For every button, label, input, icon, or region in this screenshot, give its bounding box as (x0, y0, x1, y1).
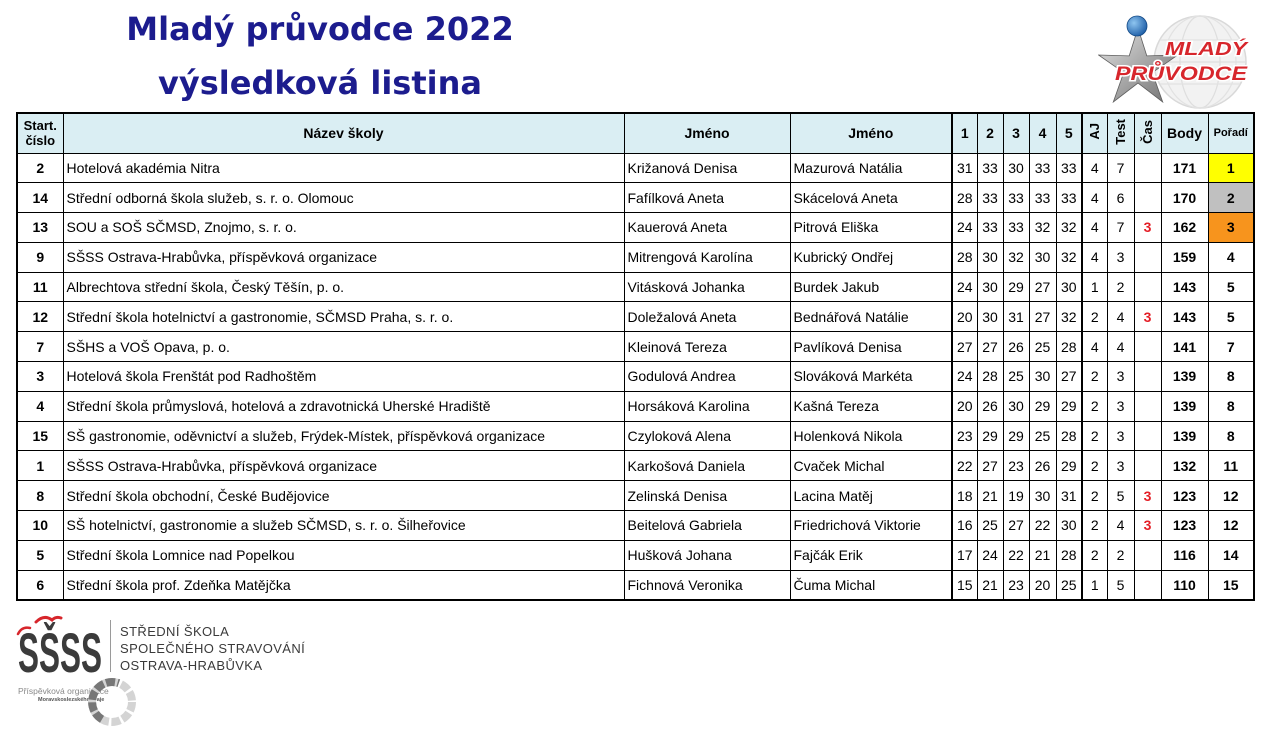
total-points-cell: 141 (1161, 332, 1208, 362)
total-points-cell: 162 (1161, 213, 1208, 243)
header-contestant-1: Jméno (624, 113, 790, 153)
aj-score-cell: 2 (1082, 481, 1107, 511)
header-task-4: 4 (1029, 113, 1056, 153)
aj-score-cell: 2 (1082, 362, 1107, 392)
task-2-score-cell: 25 (977, 511, 1003, 541)
task-5-score-cell: 32 (1056, 213, 1082, 243)
aj-score-cell: 1 (1082, 272, 1107, 302)
task-1-score-cell: 20 (952, 391, 977, 421)
contestant-1-name-cell: Mitrengová Karolína (624, 242, 790, 272)
rank-cell: 5 (1208, 272, 1254, 302)
mlady-pruvodce-logo (1098, 10, 1260, 110)
contestant-2-name-cell: Slováková Markéta (790, 362, 952, 392)
task-4-score-cell: 26 (1029, 451, 1056, 481)
total-points-cell: 143 (1161, 272, 1208, 302)
task-5-score-cell: 27 (1056, 362, 1082, 392)
contestant-1-name-cell: Czyloková Alena (624, 421, 790, 451)
school-name-cell: Střední škola Lomnice nad Popelkou (63, 540, 624, 570)
task-2-score-cell: 21 (977, 481, 1003, 511)
task-4-score-cell: 25 (1029, 332, 1056, 362)
start-number-cell: 2 (17, 153, 63, 183)
total-points-cell: 139 (1161, 391, 1208, 421)
task-3-score-cell: 31 (1003, 302, 1029, 332)
start-number-cell: 12 (17, 302, 63, 332)
task-5-score-cell: 33 (1056, 183, 1082, 213)
result-row (17, 391, 1254, 421)
task-2-score-cell: 24 (977, 540, 1003, 570)
result-row (17, 481, 1254, 511)
time-penalty-cell (1134, 570, 1161, 600)
rank-cell: 12 (1208, 511, 1254, 541)
aj-score-cell: 4 (1082, 213, 1107, 243)
school-name-cell: Hotelová akadémia Nitra (63, 153, 624, 183)
start-number-cell: 1 (17, 451, 63, 481)
result-row (17, 511, 1254, 541)
school-name-line-3: OSTRAVA-HRABŮVKA (120, 658, 263, 673)
header-task-1: 1 (952, 113, 977, 153)
task-2-score-cell: 26 (977, 391, 1003, 421)
task-4-score-cell: 30 (1029, 242, 1056, 272)
task-1-score-cell: 15 (952, 570, 977, 600)
school-name-line-1: STŘEDNÍ ŠKOLA (120, 624, 230, 639)
result-row (17, 213, 1254, 243)
contestant-1-name-cell: Horsáková Karolina (624, 391, 790, 421)
time-penalty-cell (1134, 451, 1161, 481)
task-1-score-cell: 24 (952, 272, 977, 302)
test-score-cell: 2 (1107, 272, 1134, 302)
header-start-line-1: Start. (23, 118, 57, 134)
school-logo (14, 612, 106, 678)
contestant-1-name-cell: Zelinská Denisa (624, 481, 790, 511)
task-3-score-cell: 23 (1003, 570, 1029, 600)
rank-cell: 8 (1208, 421, 1254, 451)
task-2-score-cell: 27 (977, 332, 1003, 362)
task-1-score-cell: 23 (952, 421, 977, 451)
task-5-score-cell: 33 (1056, 153, 1082, 183)
school-name-cell: SOU a SOŠ SČMSD, Znojmo, s. r. o. (63, 213, 624, 243)
start-number-cell: 3 (17, 362, 63, 392)
task-4-score-cell: 22 (1029, 511, 1056, 541)
test-score-cell: 5 (1107, 570, 1134, 600)
rank-cell: 11 (1208, 451, 1254, 481)
test-score-cell: 3 (1107, 242, 1134, 272)
task-5-score-cell: 30 (1056, 511, 1082, 541)
total-points-cell: 132 (1161, 451, 1208, 481)
task-2-score-cell: 27 (977, 451, 1003, 481)
contestant-2-name-cell: Skácelová Aneta (790, 183, 952, 213)
school-name-cell: SŠHS a VOŠ Opava, p. o. (63, 332, 624, 362)
contestant-2-name-cell: Friedrichová Viktorie (790, 511, 952, 541)
school-name-cell: Střední škola obchodní, České Budějovice (63, 481, 624, 511)
contestant-1-name-cell: Fafílková Aneta (624, 183, 790, 213)
school-name-cell: SŠSS Ostrava-Hrabůvka, příspěvková organizace (63, 451, 624, 481)
rank-cell: 2 (1208, 183, 1254, 213)
task-3-score-cell: 19 (1003, 481, 1029, 511)
task-5-score-cell: 28 (1056, 540, 1082, 570)
rank-cell: 7 (1208, 332, 1254, 362)
time-penalty-cell (1134, 242, 1161, 272)
test-score-cell: 4 (1107, 332, 1134, 362)
test-score-cell: 4 (1107, 511, 1134, 541)
task-3-score-cell: 26 (1003, 332, 1029, 362)
total-points-cell: 170 (1161, 183, 1208, 213)
total-points-cell: 123 (1161, 481, 1208, 511)
aj-score-cell: 4 (1082, 153, 1107, 183)
contestant-2-name-cell: Kubrický Ondřej (790, 242, 952, 272)
test-score-cell: 5 (1107, 481, 1134, 511)
aj-score-cell: 4 (1082, 242, 1107, 272)
contestant-1-name-cell: Hušková Johana (624, 540, 790, 570)
time-penalty-cell (1134, 540, 1161, 570)
organization-region: Moravskoslezského kraje (38, 697, 105, 703)
total-points-cell: 139 (1161, 421, 1208, 451)
time-penalty-cell: 3 (1134, 481, 1161, 511)
contestant-1-name-cell: Vitásková Johanka (624, 272, 790, 302)
test-score-cell: 7 (1107, 153, 1134, 183)
logo-text-line-2: PRŮVODCE (1115, 64, 1223, 85)
rank-cell: 15 (1208, 570, 1254, 600)
task-3-score-cell: 23 (1003, 451, 1029, 481)
contestant-1-name-cell: Godulová Andrea (624, 362, 790, 392)
task-4-score-cell: 30 (1029, 362, 1056, 392)
task-4-score-cell: 29 (1029, 391, 1056, 421)
time-penalty-cell (1134, 183, 1161, 213)
task-1-score-cell: 28 (952, 242, 977, 272)
task-2-score-cell: 30 (977, 302, 1003, 332)
task-1-score-cell: 27 (952, 332, 977, 362)
school-name-cell: Hotelová škola Frenštát pod Radhoštěm (63, 362, 624, 392)
task-1-score-cell: 16 (952, 511, 977, 541)
contestant-1-name-cell: Karkošová Daniela (624, 451, 790, 481)
task-5-score-cell: 29 (1056, 391, 1082, 421)
task-5-score-cell: 30 (1056, 272, 1082, 302)
aj-score-cell: 4 (1082, 332, 1107, 362)
header-start-line-2: číslo (25, 133, 56, 149)
time-penalty-cell (1134, 421, 1161, 451)
start-number-cell: 11 (17, 272, 63, 302)
school-name-cell: SŠ gastronomie, oděvnictví a služeb, Frýdek-Místek, příspěvková organizace (63, 421, 624, 451)
contestant-2-name-cell: Holenková Nikola (790, 421, 952, 451)
start-number-cell: 4 (17, 391, 63, 421)
aj-score-cell: 4 (1082, 183, 1107, 213)
task-3-score-cell: 33 (1003, 213, 1029, 243)
time-penalty-cell: 3 (1134, 302, 1161, 332)
results-table (16, 112, 1255, 601)
header-aj-label: AJ (1087, 123, 1103, 141)
test-score-cell: 7 (1107, 213, 1134, 243)
task-2-score-cell: 21 (977, 570, 1003, 600)
result-row (17, 302, 1254, 332)
contestant-1-name-cell: Kauerová Aneta (624, 213, 790, 243)
task-2-score-cell: 30 (977, 272, 1003, 302)
header-task-2: 2 (977, 113, 1003, 153)
time-penalty-cell (1134, 332, 1161, 362)
school-name-cell: Střední škola hotelnictví a gastronomie, SČMSD Praha, s. r. o. (63, 302, 624, 332)
start-number-cell: 5 (17, 540, 63, 570)
aj-score-cell: 2 (1082, 451, 1107, 481)
total-points-cell: 143 (1161, 302, 1208, 332)
contestant-1-name-cell: Fichnová Veronika (624, 570, 790, 600)
aj-score-cell: 2 (1082, 540, 1107, 570)
start-number-cell: 15 (17, 421, 63, 451)
start-number-cell: 7 (17, 332, 63, 362)
header-rank: Pořadí (1208, 113, 1254, 153)
contestant-1-name-cell: Križanová Denisa (624, 153, 790, 183)
time-penalty-cell: 3 (1134, 511, 1161, 541)
table-header-row (17, 113, 1254, 153)
header-time (1134, 113, 1161, 153)
rank-cell: 3 (1208, 213, 1254, 243)
test-score-cell: 3 (1107, 391, 1134, 421)
time-penalty-cell (1134, 391, 1161, 421)
result-row (17, 570, 1254, 600)
contestant-2-name-cell: Mazurová Natália (790, 153, 952, 183)
time-penalty-cell (1134, 153, 1161, 183)
start-number-cell: 9 (17, 242, 63, 272)
task-5-score-cell: 28 (1056, 421, 1082, 451)
time-penalty-cell (1134, 362, 1161, 392)
task-5-score-cell: 25 (1056, 570, 1082, 600)
school-name-line-2: SPOLEČNÉHO STRAVOVÁNÍ (120, 641, 306, 656)
aj-score-cell: 2 (1082, 511, 1107, 541)
header-start-number (17, 113, 63, 153)
task-2-score-cell: 33 (977, 183, 1003, 213)
result-row (17, 153, 1254, 183)
contestant-2-name-cell: Fajčák Erik (790, 540, 952, 570)
contestant-2-name-cell: Lacina Matěj (790, 481, 952, 511)
task-1-score-cell: 24 (952, 362, 977, 392)
header-task-5: 5 (1056, 113, 1082, 153)
rank-cell: 5 (1208, 302, 1254, 332)
logo-text-line-1: MLADÝ (1165, 39, 1229, 59)
school-logo-mark: SŠSS (18, 621, 102, 678)
task-1-score-cell: 17 (952, 540, 977, 570)
header-aj (1082, 113, 1107, 153)
result-row (17, 421, 1254, 451)
task-2-score-cell: 30 (977, 242, 1003, 272)
contestant-2-name-cell: Bednářová Natálie (790, 302, 952, 332)
task-1-score-cell: 18 (952, 481, 977, 511)
school-name-cell: SŠSS Ostrava-Hrabůvka, příspěvková organizace (63, 242, 624, 272)
result-row (17, 540, 1254, 570)
task-1-score-cell: 24 (952, 213, 977, 243)
total-points-cell: 123 (1161, 511, 1208, 541)
task-4-score-cell: 32 (1029, 213, 1056, 243)
task-4-score-cell: 33 (1029, 183, 1056, 213)
contestant-2-name-cell: Burdek Jakub (790, 272, 952, 302)
contestant-1-name-cell: Doležalová Aneta (624, 302, 790, 332)
start-number-cell: 13 (17, 213, 63, 243)
aj-score-cell: 1 (1082, 570, 1107, 600)
task-3-score-cell: 29 (1003, 421, 1029, 451)
task-1-score-cell: 31 (952, 153, 977, 183)
task-3-score-cell: 30 (1003, 153, 1029, 183)
total-points-cell: 139 (1161, 362, 1208, 392)
rank-cell: 4 (1208, 242, 1254, 272)
task-3-score-cell: 25 (1003, 362, 1029, 392)
header-contestant-2: Jméno (790, 113, 952, 153)
page-title: Mladý průvodce 2022 (126, 10, 514, 48)
task-2-score-cell: 33 (977, 153, 1003, 183)
contestant-2-name-cell: Kašná Tereza (790, 391, 952, 421)
rank-cell: 8 (1208, 362, 1254, 392)
header-test-label: Test (1113, 118, 1128, 145)
school-name-cell: SŠ hotelnictví, gastronomie a služeb SČMSD, s. r. o. Šilheřovice (63, 511, 624, 541)
result-row (17, 183, 1254, 213)
task-2-score-cell: 33 (977, 213, 1003, 243)
aj-score-cell: 2 (1082, 391, 1107, 421)
contestant-2-name-cell: Čuma Michal (790, 570, 952, 600)
start-number-cell: 14 (17, 183, 63, 213)
result-row (17, 332, 1254, 362)
task-3-score-cell: 29 (1003, 272, 1029, 302)
task-4-score-cell: 33 (1029, 153, 1056, 183)
task-3-score-cell: 27 (1003, 511, 1029, 541)
start-number-cell: 10 (17, 511, 63, 541)
rank-cell: 14 (1208, 540, 1254, 570)
logo-divider (110, 620, 111, 672)
header-test (1107, 113, 1134, 153)
school-name-cell: Střední škola průmyslová, hotelová a zdravotnická Uherské Hradiště (63, 391, 624, 421)
task-4-score-cell: 30 (1029, 481, 1056, 511)
task-5-score-cell: 29 (1056, 451, 1082, 481)
school-name-cell: Střední škola prof. Zdeňka Matějčka (63, 570, 624, 600)
task-5-score-cell: 32 (1056, 302, 1082, 332)
rank-cell: 8 (1208, 391, 1254, 421)
start-number-cell: 6 (17, 570, 63, 600)
task-4-score-cell: 27 (1029, 302, 1056, 332)
task-1-score-cell: 22 (952, 451, 977, 481)
rank-cell: 12 (1208, 481, 1254, 511)
school-name-cell: Albrechtova střední škola, Český Těšín, p. o. (63, 272, 624, 302)
header-points: Body (1161, 113, 1208, 153)
results-body (17, 153, 1254, 600)
contestant-2-name-cell: Pavlíková Denisa (790, 332, 952, 362)
result-row (17, 242, 1254, 272)
contestant-1-name-cell: Beitelová Gabriela (624, 511, 790, 541)
aj-score-cell: 2 (1082, 421, 1107, 451)
total-points-cell: 110 (1161, 570, 1208, 600)
task-3-score-cell: 22 (1003, 540, 1029, 570)
task-2-score-cell: 28 (977, 362, 1003, 392)
task-3-score-cell: 30 (1003, 391, 1029, 421)
total-points-cell: 116 (1161, 540, 1208, 570)
task-4-score-cell: 21 (1029, 540, 1056, 570)
task-3-score-cell: 33 (1003, 183, 1029, 213)
task-3-score-cell: 32 (1003, 242, 1029, 272)
organization-type: Příspěvková organizace (18, 686, 109, 696)
task-5-score-cell: 31 (1056, 481, 1082, 511)
header-task-3: 3 (1003, 113, 1029, 153)
aj-score-cell: 2 (1082, 302, 1107, 332)
test-score-cell: 3 (1107, 421, 1134, 451)
test-score-cell: 3 (1107, 362, 1134, 392)
school-name-cell: Střední odborná škola služeb, s. r. o. Olomouc (63, 183, 624, 213)
total-points-cell: 159 (1161, 242, 1208, 272)
region-ring-icon (84, 676, 140, 732)
start-number-cell: 8 (17, 481, 63, 511)
time-penalty-cell: 3 (1134, 213, 1161, 243)
result-row (17, 451, 1254, 481)
contestant-1-name-cell: Kleinová Tereza (624, 332, 790, 362)
header-time-label: Čas (1140, 119, 1155, 144)
page-subtitle: výsledková listina (158, 64, 482, 102)
contestant-2-name-cell: Cvaček Michal (790, 451, 952, 481)
task-2-score-cell: 29 (977, 421, 1003, 451)
test-score-cell: 4 (1107, 302, 1134, 332)
globe-icon (1127, 16, 1147, 36)
task-1-score-cell: 20 (952, 302, 977, 332)
result-row (17, 362, 1254, 392)
task-5-score-cell: 28 (1056, 332, 1082, 362)
header-school-name: Název školy (63, 113, 624, 153)
time-penalty-cell (1134, 272, 1161, 302)
rank-cell: 1 (1208, 153, 1254, 183)
total-points-cell: 171 (1161, 153, 1208, 183)
test-score-cell: 3 (1107, 451, 1134, 481)
contestant-2-name-cell: Pitrová Eliška (790, 213, 952, 243)
test-score-cell: 2 (1107, 540, 1134, 570)
task-1-score-cell: 28 (952, 183, 977, 213)
task-5-score-cell: 32 (1056, 242, 1082, 272)
result-row (17, 272, 1254, 302)
task-4-score-cell: 27 (1029, 272, 1056, 302)
task-4-score-cell: 20 (1029, 570, 1056, 600)
test-score-cell: 6 (1107, 183, 1134, 213)
task-4-score-cell: 25 (1029, 421, 1056, 451)
